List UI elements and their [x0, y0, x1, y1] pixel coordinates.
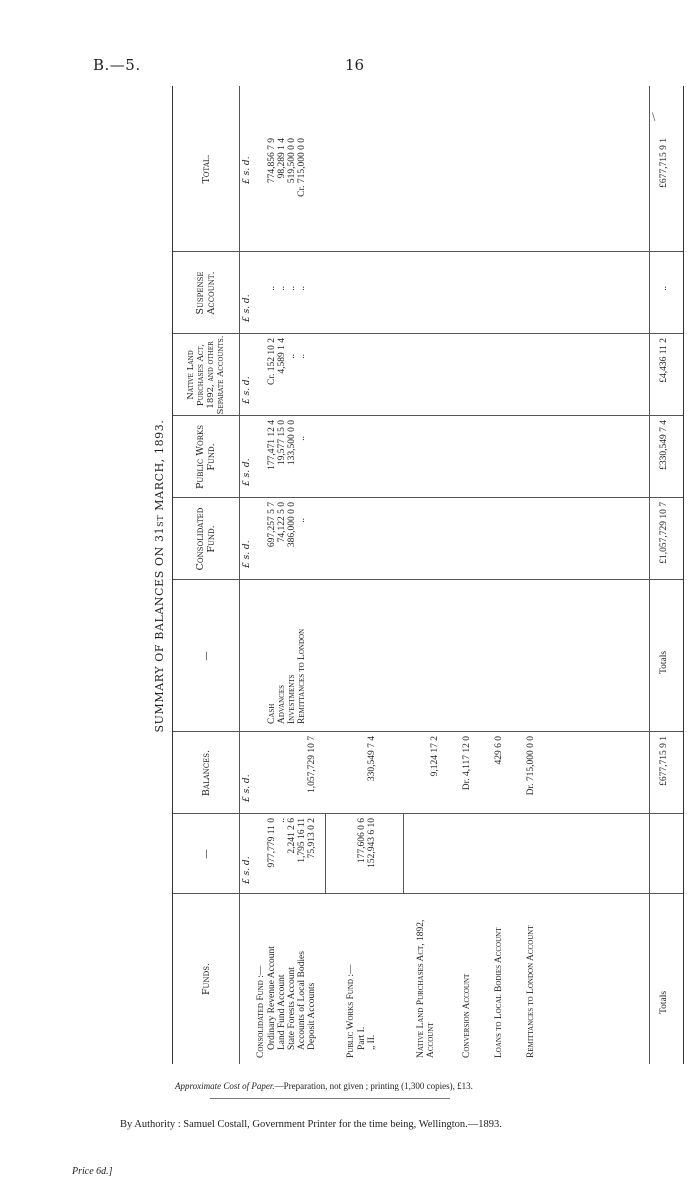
total-native: £4,436 11 2 [659, 338, 669, 383]
lsd-label: £ s. d. [242, 458, 252, 486]
conversion-balance: Dr. 4,117 12 0 [462, 736, 472, 791]
totals-rule [649, 86, 650, 1064]
total-value: Cr. 715,000 0 0 [297, 138, 307, 197]
cf-item-amount: 977,779 11 0 [267, 818, 277, 868]
table-caption: SUMMARY OF BALANCES ON 31st MARCH, 1893. [153, 419, 166, 733]
suspense-value: .. [287, 286, 297, 291]
subtotal-rule [325, 814, 326, 894]
cf-item-label: Ordinary Revenue Account [267, 946, 277, 1050]
native-balance: 9,124 17 2 [430, 736, 440, 777]
col-rule [173, 731, 683, 732]
total-public-works: £330,549 7 4 [659, 420, 669, 470]
public-works-value: .. [297, 436, 307, 441]
loans-balance: 429 6 0 [494, 736, 504, 765]
col-head-sub: — [200, 849, 212, 859]
page-number: 16 [345, 56, 365, 74]
total-consolidated: £1,057,729 10 7 [659, 502, 669, 564]
cf-item-label: State Forests Account [287, 967, 297, 1050]
suspense-value: .. [297, 286, 307, 291]
left-totals-balance: £677,715 9 1 [659, 736, 669, 786]
consolidated-value: 697,257 5 7 [267, 502, 277, 548]
lsd-label: £ s. d. [242, 376, 252, 404]
subtotal-rule [403, 814, 404, 894]
lsd-label: £ s. d. [242, 540, 252, 568]
consolidated-value: 386,000 0 0 [287, 502, 297, 548]
pw-item-label: Part I. [357, 1026, 367, 1050]
right-row-label: Remittances to London [297, 628, 307, 724]
total-grand: £677,715 9 1 [659, 138, 669, 188]
native-value: Cr. 152 10 2 [267, 338, 277, 385]
suspense-value: .. [277, 286, 287, 291]
native-label: Native Land Purchases Act, 1892, Account [416, 919, 436, 1058]
right-row-label: Investments [287, 674, 297, 724]
cf-item-label: Accounts of Local Bodies [297, 951, 307, 1050]
cf-item-label: Land Fund Account [277, 974, 287, 1050]
cf-item-amount: 75,913 0 2 [307, 818, 317, 859]
lsd-label: £ s. d. [242, 294, 252, 322]
native-value: 4,589 1 4 [277, 338, 287, 374]
cost-note [175, 1081, 473, 1091]
pw-item-label: „ II. [367, 1034, 377, 1050]
native-value: .. [297, 354, 307, 359]
margin-mark: \ [652, 112, 656, 123]
right-totals-label: Totals [659, 650, 669, 674]
consolidated-value: 74,122 5 0 [277, 502, 287, 543]
cf-heading: Consolidated Fund :— [256, 965, 266, 1058]
price-note: Price 6d.] [72, 1166, 113, 1177]
col-rule [173, 333, 683, 334]
pw-item-amount: 177,606 0 6 [357, 818, 367, 864]
cost-note-label: Approximate Cost of Paper. [175, 1081, 275, 1091]
pw-heading: Public Works Fund :— [346, 964, 356, 1058]
summary-table [172, 86, 684, 1064]
cf-balance: 1,057,729 10 7 [307, 736, 317, 793]
pw-balance: 330,549 7 4 [367, 736, 377, 782]
header-rule [239, 86, 240, 1064]
public-works-value: 19,577 15 0 [277, 420, 287, 466]
col-head-native-land: Native Land Purchases Act, 1892, and other Separate Accounts. [186, 335, 226, 415]
lsd-label: £ s. d. [242, 156, 252, 184]
col-rule [173, 813, 683, 814]
total-suspense: .. [659, 286, 669, 291]
col-head-funds: Funds. [200, 962, 212, 996]
left-totals-label: Totals [659, 990, 669, 1014]
consolidated-value: .. [297, 518, 307, 523]
col-rule [173, 251, 683, 252]
balances-table-rotated [153, 80, 696, 1072]
right-row-label: Advances [277, 684, 287, 724]
public-works-value: 133,500 0 0 [287, 420, 297, 466]
lsd-label: £ s. d. [242, 856, 252, 884]
col-rule [173, 497, 683, 498]
conversion-label: Conversion Account [462, 973, 472, 1058]
col-rule [173, 579, 683, 580]
col-head-suspense: Suspense Account. [195, 271, 217, 315]
cf-item-amount: 1,795 16 11 [297, 818, 307, 863]
col-head-balances: Balances. [200, 749, 212, 797]
total-value: 98,289 1 4 [277, 138, 287, 179]
footer-rule [210, 1098, 450, 1099]
col-head-consolidated: Consolidated Fund. [195, 507, 217, 571]
col-head-dash: — [200, 651, 212, 661]
cost-note-text: —Preparation, not given ; printing (1,300 copies), £13. [274, 1081, 473, 1091]
lsd-label: £ s. d. [242, 774, 252, 802]
col-head-total: Total. [200, 154, 212, 184]
loans-label: Loans to Local Bodies Account [494, 927, 504, 1058]
total-value: 519,500 0 0 [287, 138, 297, 184]
col-rule [173, 415, 683, 416]
native-value: .. [287, 354, 297, 359]
right-row-label: Cash [267, 703, 277, 724]
cf-item-amount: .. [277, 818, 287, 823]
cf-item-amount: 2,241 2 6 [287, 818, 297, 854]
remit-label: Remittances to London Account [526, 925, 536, 1058]
cf-item-label: Deposit Accounts [307, 982, 317, 1050]
suspense-value: .. [267, 286, 277, 291]
col-rule [173, 893, 683, 894]
pw-item-amount: 152,943 6 10 [367, 818, 377, 868]
public-works-value: 177,471 12 4 [267, 420, 277, 470]
total-value: 774,856 7 9 [267, 138, 277, 184]
printer-authority: By Authority : Samuel Costall, Government Printer for the time being, Wellington.—1893. [120, 1119, 502, 1130]
remit-balance: Dr. 715,000 0 0 [526, 736, 536, 796]
document-reference: B.—5. [93, 56, 141, 74]
col-head-public-works: Public Works Fund. [195, 424, 217, 490]
